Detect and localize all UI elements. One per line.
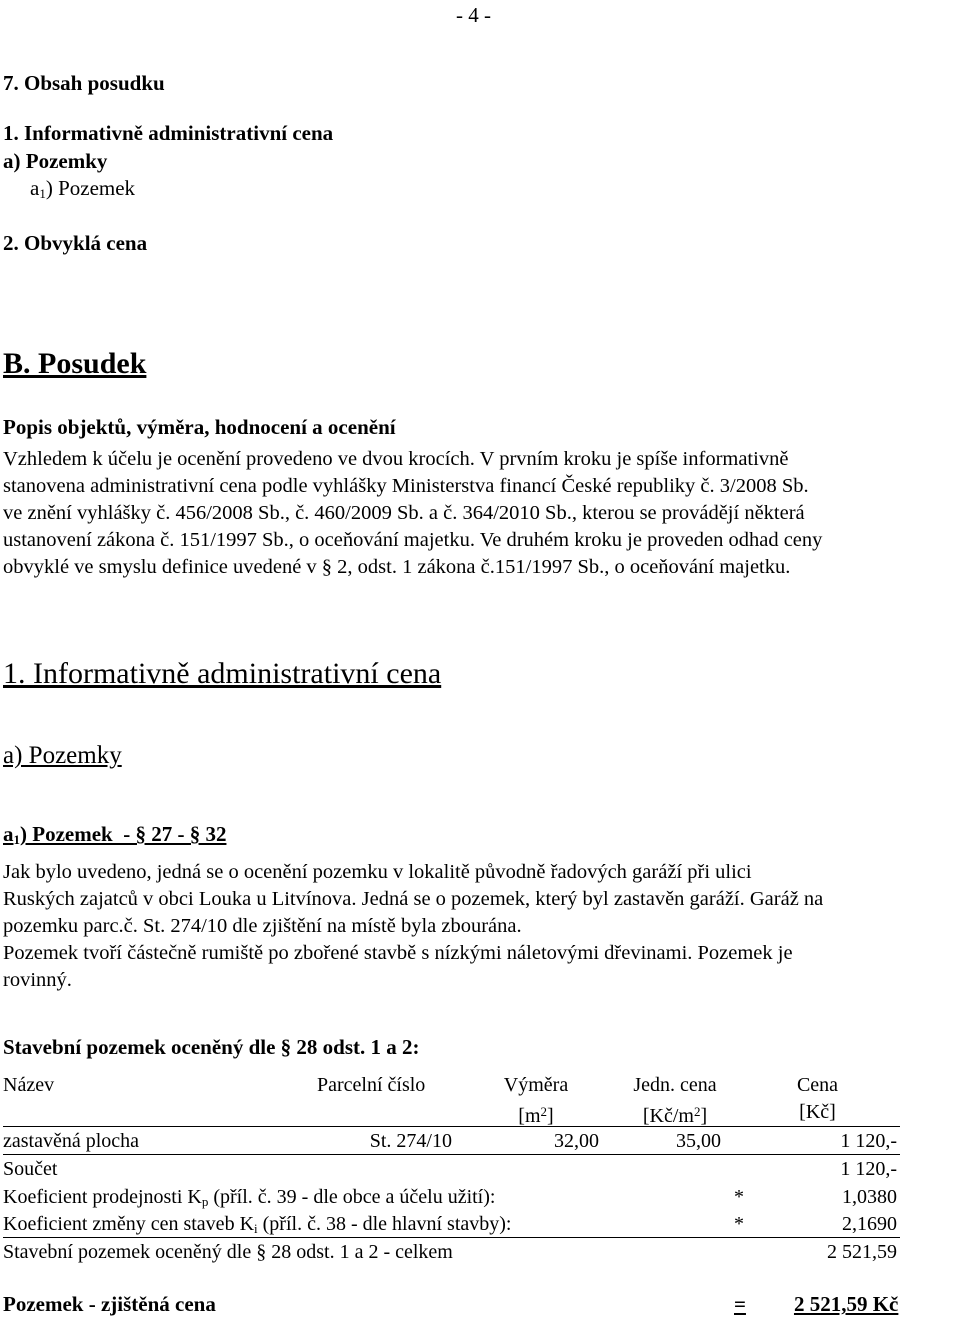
final-equals: = [734, 1292, 746, 1316]
toc-item-1: 1. Informativně administrativní cena [3, 121, 334, 145]
section-b-title: B. Posudek [3, 347, 147, 380]
table-row-rule [3, 1154, 900, 1155]
kp-label: Koeficient prodejnosti $K_p$ (příl. č. 39 - dle obce a účelu užití): [3, 1186, 496, 1209]
sum-value: 1 120,- [840, 1158, 897, 1180]
ki-value: 2,1690 [842, 1213, 897, 1235]
toc-item-2: 2. Obvyklá cena [3, 231, 148, 255]
final-value: 2 521,59 Kč [793, 1292, 899, 1316]
col-header-unit-price: Jedn. cena $[Kč/m^2]$ [633, 1074, 717, 1127]
description-line: pozemku parc.č. St. 274/10 dle zjištění na místě byla zbourána. [3, 915, 522, 937]
valuation-heading: Stavební pozemek oceněný dle § 28 odst. 1 a 2: [3, 1035, 420, 1059]
col-header-area: Výměra $[m^2]$ [503, 1074, 569, 1127]
intro-line: Vzhledem k účelu je ocenění provedeno ve dvou krocích. V prvním kroku je spíše informativně [3, 448, 789, 470]
sum-label: Součet [3, 1158, 58, 1180]
section-1a-title: a) Pozemky [3, 742, 122, 769]
table-total-rule [3, 1237, 900, 1238]
ki-operator: * [734, 1213, 744, 1235]
row-price: 1 120,- [840, 1130, 897, 1152]
page-number: - 4 - [456, 3, 491, 27]
description-paragraph [3, 859, 958, 994]
col-header-parcel: Parcelní číslo [317, 1074, 426, 1096]
toc-item-1a: a) Pozemky [3, 149, 108, 173]
description-line: Ruských zajatců v obci Louka u Litvínova. Jedná se o pozemek, který byl zastavěn garáží. Garáž na [3, 888, 824, 910]
ki-label: Koeficient změny cen staveb $K_i$ (příl. č. 38 - dle hlavní stavby): [3, 1213, 512, 1236]
description-line: Pozemek tvoří částečně rumiště po zbořené stavbě s nízkými náletovými dřevinami. Pozemek je [3, 942, 793, 964]
intro-paragraph [3, 446, 958, 581]
description-line: rovinný. [3, 969, 72, 991]
kp-operator: * [734, 1186, 744, 1208]
section-1-title: 1. Informativně administrativní cena [3, 657, 442, 690]
description-line: Jak bylo uvedeno, jedná se o ocenění pozemku v lokalitě původně řadových garáží při ulici [3, 861, 752, 883]
row-area: 32,00 [554, 1130, 599, 1152]
row-parcel: St. 274/10 [369, 1130, 452, 1152]
col-header-name: Název [3, 1074, 55, 1096]
final-result [734, 1291, 939, 1317]
intro-line: obvyklé ve smyslu definice uvedené v § 2, odst. 1 zákona č.151/1997 Sb., o oceňování majetku. [3, 556, 791, 578]
intro-line: ve znění vyhlášky č. 456/2008 Sb., č. 460/2009 Sb. a č. 364/2010 Sb., kterou se provádějí některá [3, 502, 805, 524]
kp-value: 1,0380 [842, 1186, 897, 1208]
intro-line: stanovena administrativní cena podle vyhlášky Ministerstva financí České republiky č. 3/2008 Sb. [3, 475, 809, 497]
section-1a1-title: $a_1$) Pozemek - § 27 - § 32 [3, 822, 227, 847]
total-label: Stavební pozemek oceněný dle § 28 odst. 1 a 2 - celkem [3, 1241, 453, 1263]
toc-item-1a1: $a_1$) Pozemek [30, 176, 136, 201]
final-label: Pozemek - zjištěná cena [3, 1292, 216, 1316]
table-header-rule [3, 1126, 900, 1127]
total-value: 2 521,59 [827, 1241, 897, 1263]
toc-heading: 7. Obsah posudku [3, 71, 165, 95]
section-b-subtitle: Popis objektů, výměra, hodnocení a ocenění [3, 415, 396, 439]
row-unit-price: 35,00 [676, 1130, 721, 1152]
row-name: zastavěná plocha [3, 1130, 140, 1152]
col-header-price: Cena [Kč] [796, 1074, 839, 1123]
intro-line: ustanovení zákona č. 151/1997 Sb., o oceňování majetku. Ve druhém kroku je proveden odhad ceny [3, 529, 823, 551]
